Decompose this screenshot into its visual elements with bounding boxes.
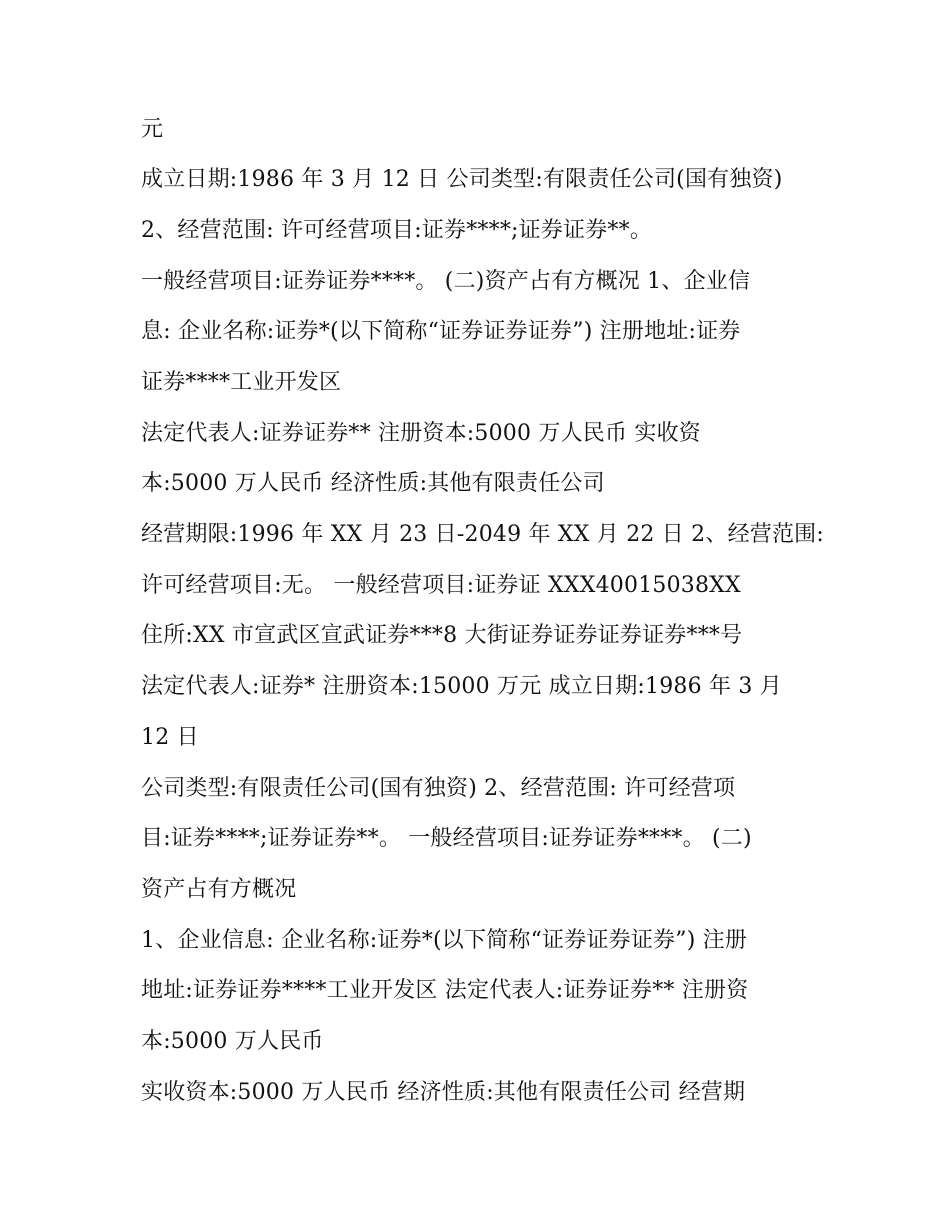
text-line: 成立日期:1986 年 3 月 12 日 公司类型:有限责任公司(国有独资)	[141, 167, 783, 192]
text-line: 资产占有方概况	[141, 877, 297, 902]
text-line: 息: 企业名称:证券*(以下简称“证券证券证券”) 注册地址:证券	[141, 319, 741, 344]
text-line: 元	[141, 117, 164, 142]
text-line: 证券****工业开发区	[141, 370, 342, 395]
text-line: 2、经营范围: 许可经营项目:证券****;证券证券**。	[141, 218, 653, 243]
text-line: 本:5000 万人民币	[141, 1029, 324, 1054]
text-line: 实收资本:5000 万人民币 经济性质:其他有限责任公司 经营期	[141, 1080, 746, 1105]
text-line: 法定代表人:证券* 注册资本:15000 万元 成立日期:1986 年 3 月	[141, 674, 782, 699]
text-line: 1、企业信息: 企业名称:证券*(以下简称“证券证券证券”) 注册	[141, 928, 748, 953]
text-line: 12 日	[141, 725, 199, 750]
text-line: 公司类型:有限责任公司(国有独资) 2、经营范围: 许可经营项	[141, 776, 736, 801]
text-line: 本:5000 万人民币 经济性质:其他有限责任公司	[141, 471, 605, 496]
text-line: 法定代表人:证券证券** 注册资本:5000 万人民币 实收资	[141, 421, 701, 446]
text-line: 地址:证券证券****工业开发区 法定代表人:证券证券** 注册资	[141, 978, 749, 1003]
text-line: 许可经营项目:无。 一般经营项目:证券证 XXX40015038XX	[141, 573, 741, 598]
text-line: 经营期限:1996 年 XX 月 23 日-2049 年 XX 月 22 日 2、经营范围:	[141, 522, 824, 547]
text-line: 一般经营项目:证券证券****。 (二)资产占有方概况 1、企业信	[141, 269, 751, 294]
text-line: 住所:XX 市宣武区宣武证券***8 大街证券证券证券证券***号	[141, 623, 743, 648]
text-line: 目:证券****;证券证券**。 一般经营项目:证券证券****。 (二)	[141, 826, 752, 851]
